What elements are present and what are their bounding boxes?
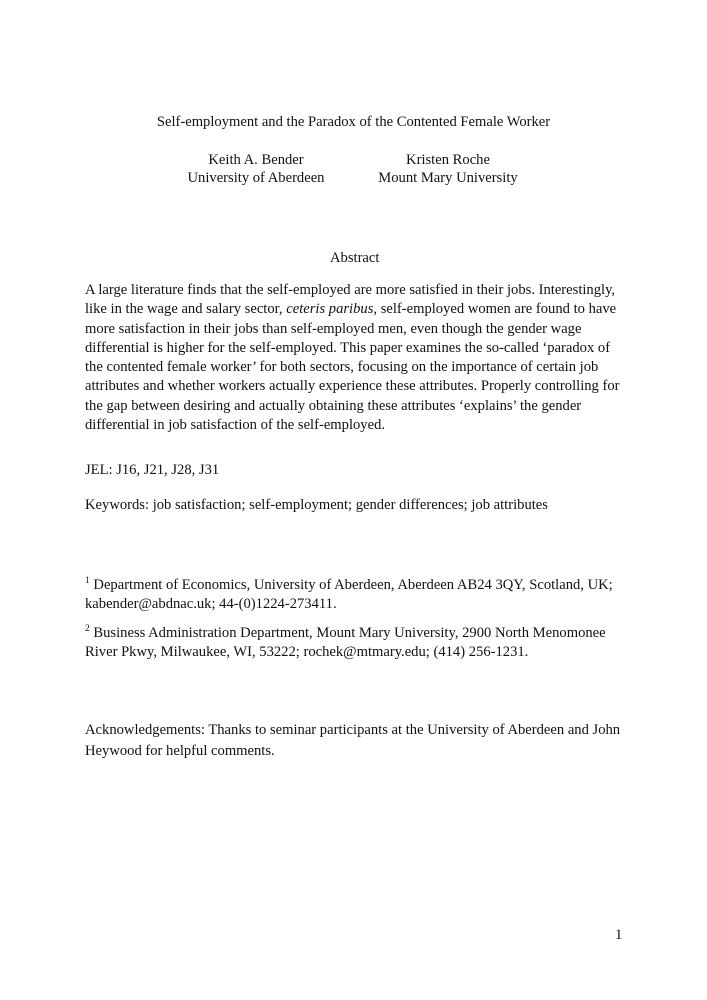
abstract-line: the contented female worker’ for both sectors, focusing on the importance of certain job xyxy=(85,359,599,376)
abstract-line xyxy=(85,300,620,319)
text: , self-employed women are found to have xyxy=(373,301,617,318)
footnote-1 xyxy=(85,576,613,615)
paper-title: Self-employment and the Paradox of the Contented Female Worker xyxy=(156,114,551,130)
footnote-mark: 2 xyxy=(85,624,90,634)
author-affiliation: University of Aberdeen xyxy=(187,170,325,186)
italic-term: ceteris paribus xyxy=(286,301,374,318)
abstract-line: more satisfaction in their jobs than self-employed men, even though the gender wage xyxy=(85,320,582,337)
footnote-2 xyxy=(85,624,606,663)
keywords: Keywords: job satisfaction; self-employment; gender differences; job attributes xyxy=(85,497,548,513)
author-1 xyxy=(156,151,356,187)
abstract-line: attributes and whether workers actually experience these attributes. Properly controlling for xyxy=(85,378,620,395)
footnote-line: Business Administration Department, Mount Mary University, 2900 North Menomonee xyxy=(93,625,606,641)
author-name: Kristen Roche xyxy=(406,152,490,168)
author-affiliation: Mount Mary University xyxy=(378,170,518,186)
footnote-mark: 1 xyxy=(85,576,90,586)
abstract-heading: Abstract xyxy=(330,250,380,266)
jel-codes: JEL: J16, J21, J28, J31 xyxy=(85,462,220,478)
page-number: 1 xyxy=(615,927,623,943)
footnote-line: kabender@abdnac.uk; 44-(0)1224-273411. xyxy=(85,596,337,613)
abstract-line: A large literature finds that the self-employed are more satisfied in their jobs. Interestingly, xyxy=(85,282,616,298)
footnote-line: River Pkwy, Milwaukee, WI, 53222; rochek@mtmary.edu; (414) 256-1231. xyxy=(85,644,529,661)
footnote-line: Department of Economics, University of Aberdeen, Aberdeen AB24 3QY, Scotland, UK; xyxy=(93,577,613,593)
ack-line: Acknowledgements: Thanks to seminar participants at the University of Aberdeen and John xyxy=(85,722,621,738)
author-2 xyxy=(348,151,548,187)
abstract-line: differential in job satisfaction of the self-employed. xyxy=(85,417,386,434)
abstract-line: differential is higher for the self-employed. This paper examines the so-called ‘paradox of xyxy=(85,339,611,356)
abstract-body xyxy=(85,281,620,435)
author-name: Keith A. Bender xyxy=(208,152,304,168)
text: like in the wage and salary sector, xyxy=(85,301,287,318)
acknowledgements xyxy=(85,720,620,761)
ack-line: Heywood for helpful comments. xyxy=(85,742,275,759)
abstract-line: the gap between desiring and actually obtaining these attributes ‘explains’ the gender xyxy=(85,397,582,414)
